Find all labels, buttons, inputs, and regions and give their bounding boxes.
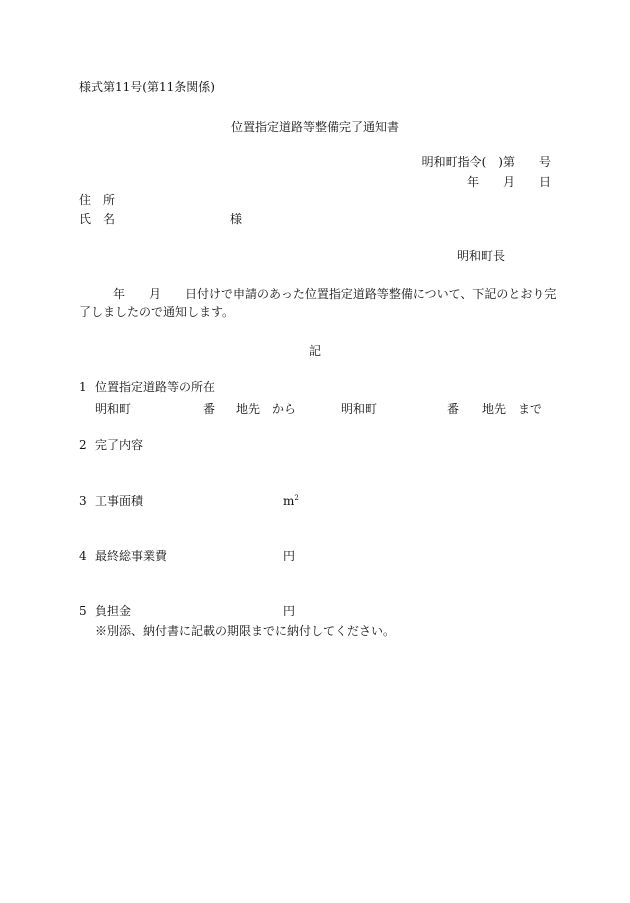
item-2-label: 完了内容 (95, 438, 144, 452)
item-5-unit: 円 (283, 604, 296, 618)
area-unit-superscript: 2 (294, 494, 299, 502)
item-1-number: 1 (79, 380, 87, 394)
item-3-unit (283, 495, 299, 507)
document-title: 位置指定道路等整備完了通知書 (230, 120, 399, 134)
name-label: 氏 名 (79, 212, 116, 226)
item-4-label: 最終総事業費 (95, 549, 168, 563)
item-1-from-chisaki: 地先 から (236, 402, 297, 416)
document-number: 明和町指令( )第 号 (421, 155, 551, 169)
item-1-to-ban: 番 (447, 402, 460, 416)
address-label: 住 所 (79, 193, 116, 207)
sender-mayor: 明和町長 (456, 249, 505, 263)
item-1-label: 位置指定道路等の所在 (95, 380, 216, 394)
issue-date: 年 月 日 (466, 175, 551, 189)
honorific-sama: 様 (230, 212, 243, 226)
item-4-number: 4 (79, 549, 87, 563)
area-unit-m: m (283, 494, 295, 508)
item-5-label: 負担金 (95, 604, 132, 618)
body-line-1: 年 月 日付けで申請のあった位置指定道路等整備について、下記のとおり完 (113, 287, 557, 301)
item-1-to-chisaki: 地先 まで (482, 402, 543, 416)
item-3-number: 3 (79, 494, 87, 508)
form-number: 様式第11号(第11条関係) (79, 80, 215, 94)
item-1-to-town: 明和町 (341, 402, 378, 416)
item-1-from-ban: 番 (203, 402, 216, 416)
item-4-unit: 円 (283, 549, 296, 563)
item-3-label: 工事面積 (95, 494, 144, 508)
payment-note: ※別添、納付書に記載の期限までに納付してください。 (95, 624, 396, 638)
ki-heading: 記 (308, 344, 321, 358)
body-line-2: 了しましたので通知します。 (79, 305, 235, 319)
item-1-from-town: 明和町 (95, 402, 132, 416)
item-5-number: 5 (79, 604, 87, 618)
item-2-number: 2 (79, 438, 87, 452)
